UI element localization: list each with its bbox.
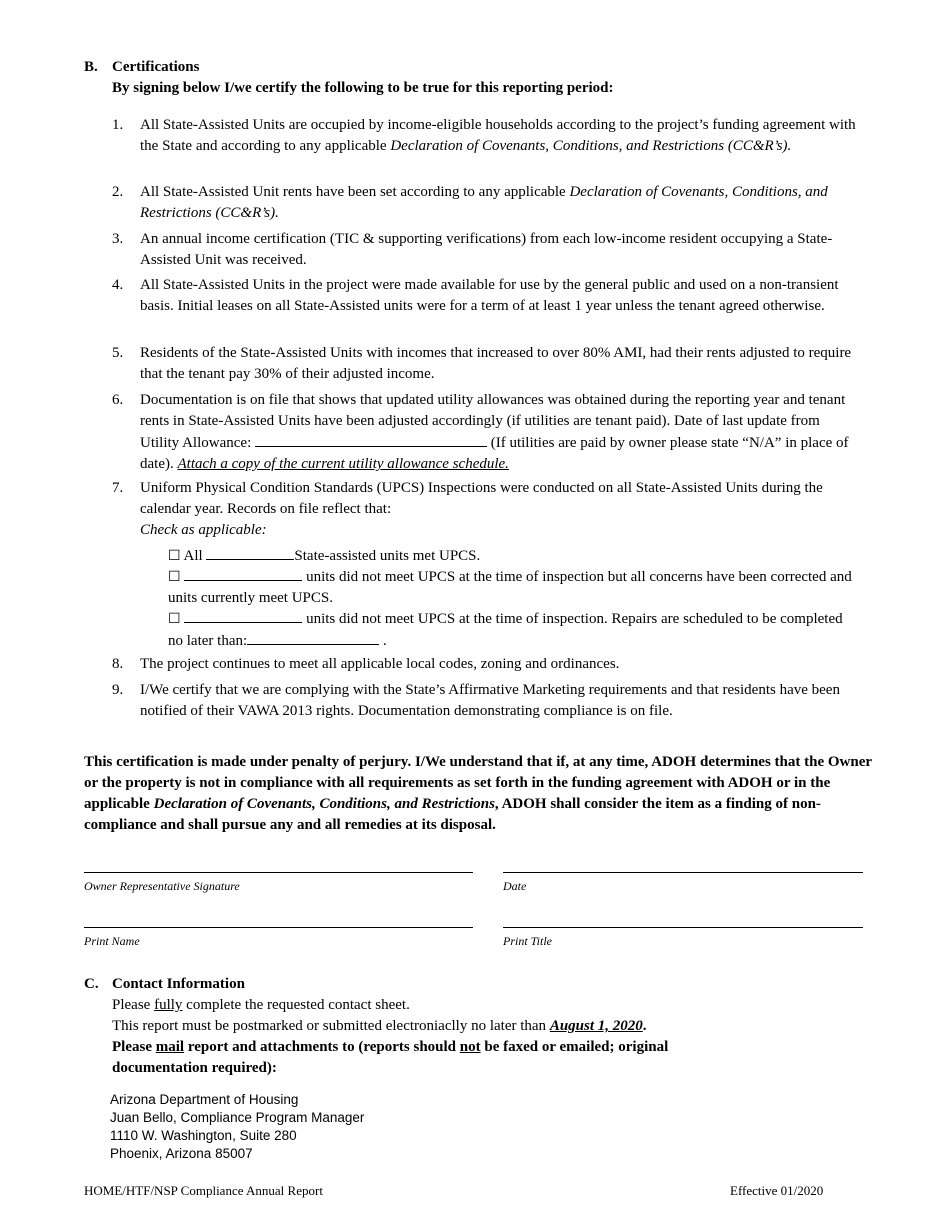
- contact-line-2: [112, 1016, 812, 1037]
- section-c-heading: [84, 974, 245, 995]
- footer-left: HOME/HTF/NSP Compliance Annual Report: [84, 1183, 323, 1198]
- perjury-italic-text: Declaration of Covenants, Conditions, and Restrictions: [153, 796, 495, 812]
- contact-underline-text: fully: [154, 997, 183, 1013]
- perjury-statement: [84, 752, 874, 836]
- checkbox-icon[interactable]: ☐: [168, 611, 181, 627]
- print-title-line[interactable]: [503, 927, 863, 928]
- print-name-label: Print Name: [84, 934, 140, 948]
- address-line-4: Phoenix, Arizona 85007: [110, 1146, 253, 1161]
- option-text: State-assisted units met UPCS.: [294, 548, 481, 564]
- contact-text: .: [642, 1018, 647, 1034]
- item-text: Documentation is on file that shows that updated utility allowances was obtained during the reporting year and tenant rents in State-Assisted Units have been adjusted accordingly (if utilities are tenant paid). Date of last update from Utility Allowance:: [140, 392, 846, 451]
- deadline-date: August 1, 2020: [549, 1018, 643, 1034]
- upcs-option-corrected: [168, 566, 858, 609]
- owner-signature-label: Owner Representative Signature: [84, 879, 240, 893]
- contact-underline-text: not: [459, 1039, 481, 1055]
- units-blank[interactable]: [184, 566, 302, 581]
- address-line-1: Arizona Department of Housing: [110, 1092, 299, 1107]
- list-item-7: [112, 478, 860, 541]
- contact-text: Please: [112, 1039, 156, 1055]
- contact-line-1: [112, 995, 812, 1016]
- utility-date-blank[interactable]: [255, 432, 487, 447]
- section-b-title: Certifications: [112, 59, 200, 75]
- print-name-line[interactable]: [84, 927, 473, 928]
- contact-text: be faxed or emailed; original documentation required):: [112, 1039, 669, 1076]
- item-number: 1.: [112, 117, 124, 133]
- checkbox-icon[interactable]: ☐: [168, 569, 181, 585]
- address-line-2: Juan Bello, Compliance Program Manager: [110, 1110, 365, 1125]
- list-item-4: [112, 275, 860, 317]
- contact-line-3: [112, 1037, 742, 1079]
- list-item-1: [112, 115, 860, 157]
- item-italic-text: Declaration of Covenants, Conditions, and Restrictions (CC&R’s).: [390, 138, 792, 154]
- section-b-heading: [84, 57, 199, 78]
- item-number: 3.: [112, 231, 124, 247]
- list-item-9: [112, 680, 860, 722]
- item-number: 8.: [112, 656, 124, 672]
- date-label: Date: [503, 879, 527, 893]
- item-number: 5.: [112, 345, 124, 361]
- print-title-label: Print Title: [503, 934, 553, 948]
- upcs-option-all: [168, 545, 858, 567]
- units-blank[interactable]: [184, 608, 302, 623]
- contact-text: Please: [112, 997, 155, 1013]
- contact-underline-text: mail: [155, 1039, 185, 1055]
- address-line-3: 1110 W. Washington, Suite 280: [110, 1128, 297, 1143]
- contact-text: report and attachments to (reports should: [184, 1039, 460, 1055]
- perjury-text: This certification is made under penalty of perjury. I/We understand that if, at any time, ADOH determines that the Owner or the property is not in compliance with all requirements as set forth in the funding agreement with ADOH or in the applicable: [84, 754, 872, 812]
- item-italic-underline-text: Attach a copy of the current utility allowance schedule.: [177, 456, 509, 472]
- section-b-subtitle: By signing below I/we certify the following to be true for this reporting period:: [112, 80, 614, 96]
- option-text: units did not meet UPCS at the time of inspection. Repairs are scheduled to be completed no later than:: [168, 611, 843, 649]
- upcs-option-scheduled: [168, 608, 858, 652]
- option-text: .: [379, 633, 387, 649]
- footer-right: Effective 01/2020: [730, 1183, 824, 1198]
- list-item-3: [112, 229, 860, 271]
- item-text: All State-Assisted Units in the project were made available for use by the general public and used on a non-transient basis. Initial leases on all State-Assisted units were for a term of at least 1 year unless the tenant agreed otherwise.: [140, 277, 839, 314]
- item-text: All State-Assisted Unit rents have been set according to any applicable: [140, 184, 570, 200]
- repair-date-blank[interactable]: [247, 630, 379, 645]
- checkbox-icon[interactable]: ☐: [168, 548, 181, 564]
- units-blank[interactable]: [206, 545, 294, 560]
- item-text: (If utilities are paid by owner please state “N/A” in place of date).: [140, 435, 849, 472]
- list-item-6: [112, 390, 860, 475]
- item-text: An annual income certification (TIC & supporting verifications) from each low-income resident occupying a State-Assisted Unit was received.: [140, 231, 833, 268]
- item-text: I/We certify that we are complying with the State’s Affirmative Marketing requirements and that residents have been notified of their VAWA 2013 rights. Documentation demonstrating compliance is on file.: [140, 682, 840, 719]
- item-number: 4.: [112, 277, 124, 293]
- item-number: 2.: [112, 184, 124, 200]
- list-item-8: [112, 654, 860, 675]
- mailing-address: [110, 1091, 364, 1163]
- section-c-title: Contact Information: [112, 976, 245, 992]
- option-text: units did not meet UPCS at the time of inspection but all concerns have been corrected and units currently meet UPCS.: [168, 569, 852, 606]
- list-item-2: [112, 182, 860, 224]
- list-item-5: [112, 343, 860, 385]
- item-italic-text: Declaration of Covenants, Conditions, and Restrictions (CC&R’s).: [140, 184, 828, 221]
- item-number: 9.: [112, 682, 124, 698]
- section-c-letter: C.: [84, 976, 99, 992]
- date-line[interactable]: [503, 872, 863, 873]
- section-b-letter: B.: [84, 59, 98, 75]
- item-number: 6.: [112, 392, 124, 408]
- item-text: All State-Assisted Units are occupied by income-eligible households according to the project’s funding agreement with the State and according to any applicable: [140, 117, 856, 154]
- item-text: The project continues to meet all applicable local codes, zoning and ordinances.: [140, 656, 620, 672]
- contact-text: complete the requested contact sheet.: [182, 997, 410, 1013]
- contact-text: This report must be postmarked or submitted electroniaclly no later than: [112, 1018, 550, 1034]
- owner-signature-line[interactable]: [84, 872, 473, 873]
- item-text: Residents of the State-Assisted Units with incomes that increased to over 80% AMI, had their rents adjusted to require that the tenant pay 30% of their adjusted income.: [140, 345, 852, 382]
- option-text: All: [183, 548, 207, 564]
- perjury-text: , ADOH shall consider the item as a finding of non-compliance and shall pursue any and all remedies at its disposal.: [84, 796, 821, 833]
- item-text: Uniform Physical Condition Standards (UPCS) Inspections were conducted on all State-Assisted Units during the calendar year. Records on file reflect that:: [140, 480, 823, 517]
- check-as-applicable-label: Check as applicable:: [140, 522, 267, 538]
- item-number: 7.: [112, 480, 124, 496]
